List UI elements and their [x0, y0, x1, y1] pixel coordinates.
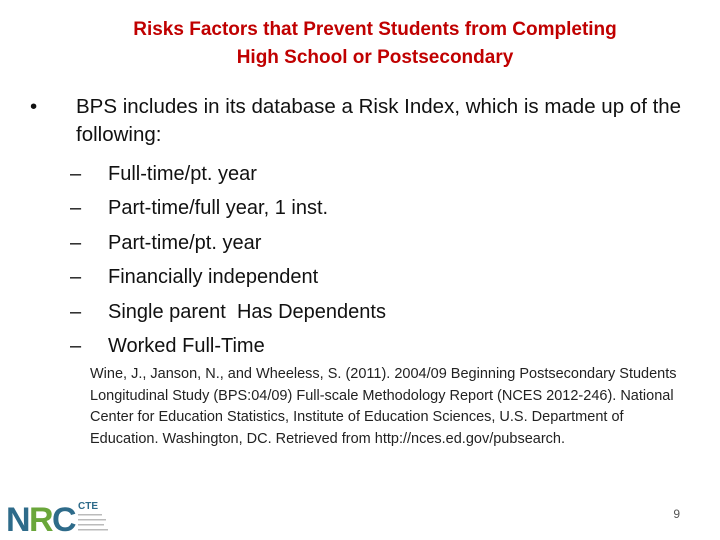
logo-cte-mark: CTE — [78, 501, 98, 512]
dash-marker: – — [70, 231, 82, 254]
dash-marker: – — [70, 300, 82, 323]
risk-factor-list — [70, 157, 386, 364]
slide-title-line-1: Risks Factors that Prevent Students from Completing — [133, 19, 617, 40]
slide-title — [60, 16, 690, 72]
logo-letter-n: N — [6, 501, 31, 535]
list-item-text: Financially independent — [108, 266, 319, 289]
logo-letter-c: C — [52, 501, 77, 535]
list-item — [70, 261, 386, 296]
list-item — [70, 330, 386, 365]
list-item — [70, 157, 386, 192]
citation: Wine, J., Janson, N., and Wheeless, S. (2011). 2004/09 Beginning Postsecondary Students Longitudinal Study (BPS:04/09) Full-scale Methodology Report (NCES 2012-246). National Center for Education Statistics, Institute of Education Sciences, U.S. Department of Education. Washington, DC. Retrieved from http://nces.ed.gov/pubsearch. — [90, 366, 677, 447]
bullet-marker: • — [30, 95, 38, 118]
main-bullet — [28, 93, 688, 149]
dash-marker: – — [70, 162, 82, 185]
list-item-text: Part-time/full year, 1 inst. — [108, 197, 329, 220]
dash-marker: – — [70, 197, 82, 220]
list-item — [70, 295, 386, 330]
dash-marker: – — [70, 335, 82, 358]
list-item-text: Single parent Has Dependents — [108, 300, 386, 323]
nrc-cte-logo — [6, 497, 116, 535]
list-item-text: Part-time/pt. year — [108, 231, 262, 254]
dash-marker: – — [70, 266, 82, 289]
slide-title-line-2: High School or Postsecondary — [236, 47, 514, 68]
nrc-cte-logo-graphic — [6, 497, 116, 535]
list-item-text: Full-time/pt. year — [108, 162, 257, 185]
bullet-text: BPS includes in its database a Risk Index, which is made up of the following: — [76, 95, 682, 146]
list-item — [70, 226, 386, 261]
list-item — [70, 192, 386, 227]
list-item-text: Worked Full-Time — [108, 335, 265, 358]
page-number: 9 — [673, 507, 680, 521]
logo-letter-r: R — [29, 501, 54, 535]
